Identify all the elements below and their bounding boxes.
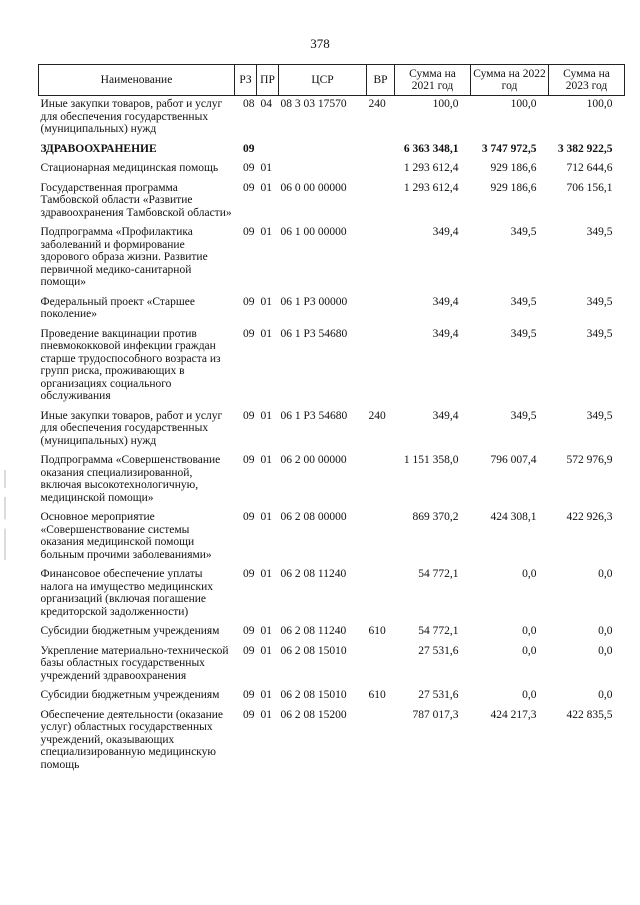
cell-pr: 01 [260, 625, 272, 637]
cell-sum-2022: 929 186,6 [490, 162, 537, 174]
cell-csr: 06 1 P3 54680 [280, 409, 348, 422]
table-row [39, 687, 625, 707]
cell-pr: 04 [260, 98, 272, 110]
cell-sum-2022: 0,0 [522, 625, 537, 637]
cell-csr [279, 141, 367, 161]
cell-sum-2023: 0,0 [598, 625, 613, 637]
header-name: Наименование [39, 65, 235, 96]
cell-name: Государственная программа Тамбовской области «Развитие здравоохранения Тамбовской области» [40, 181, 232, 219]
cell-pr: 01 [260, 295, 272, 308]
cell-sum-2022: 3 747 972,5 [481, 142, 537, 155]
table-row [39, 96, 625, 141]
cell-name: Иные закупки товаров, работ и услуг для обеспечения государственных (муниципальных) нужд [40, 409, 223, 447]
cell-sum-2021: 27 531,6 [418, 689, 459, 701]
cell-csr: 06 0 00 00000 [280, 181, 347, 194]
cell-vr [367, 509, 395, 566]
cell-name: Проведение вакцинации против пневмококковой инфекции граждан старше трудоспособного возраста из групп риска, проживающих в организациях социального обслуживания [40, 327, 221, 402]
cell-csr: 06 2 08 00000 [280, 511, 347, 523]
cell-name: Стационарная медицинская помощь [40, 162, 219, 174]
cell-name: Подпрограмма «Совершенствование оказания специализированной, включая высокотехнологичную, медицинской помощи» [40, 454, 221, 504]
cell-pr: 01 [260, 708, 272, 721]
cell-sum-2021: 349,4 [432, 295, 459, 308]
cell-sum-2021: 54 772,1 [418, 625, 459, 637]
cell-pr: 01 [260, 644, 272, 657]
table-row [39, 294, 625, 326]
cell-sum-2023: 349,5 [586, 226, 613, 238]
header-sum-2023: Сумма на 2023 год [549, 65, 625, 96]
cell-csr: 06 2 08 11240 [280, 625, 347, 637]
cell-rz: 09 [243, 625, 255, 637]
cell-sum-2023: 0,0 [598, 689, 613, 701]
cell-rz: 09 [243, 295, 255, 308]
cell-rz: 09 [243, 644, 255, 657]
cell-vr [367, 643, 395, 688]
cell-name: Субсидии бюджетным учреждениям [40, 625, 220, 637]
table-row [39, 566, 625, 623]
table-row [39, 180, 625, 225]
cell-vr [367, 566, 395, 623]
cell-sum-2022: 796 007,4 [490, 454, 537, 466]
cell-pr: 01 [260, 568, 272, 580]
cell-rz: 09 [243, 689, 255, 701]
cell-name: Субсидии бюджетным учреждениям [40, 689, 220, 701]
cell-sum-2022: 424 308,1 [490, 511, 537, 523]
cell-sum-2023: 422 926,3 [566, 511, 613, 523]
cell-pr [257, 141, 279, 161]
cell-sum-2022: 349,5 [510, 295, 537, 308]
cell-csr [279, 160, 367, 180]
cell-name: Обеспечение деятельности (оказание услуг) областных государственных учреждений, оказывающих специализированную медицинскую помощь [40, 708, 224, 771]
cell-vr: 610 [368, 625, 386, 637]
table-row [39, 643, 625, 688]
cell-name: Иные закупки товаров, работ и услуг для обеспечения государственных (муниципальных) нужд [40, 98, 223, 135]
cell-name: ЗДРАВООХРАНЕНИЕ [40, 142, 157, 155]
cell-csr: 06 1 P3 00000 [280, 295, 348, 308]
cell-sum-2021: 54 772,1 [418, 568, 459, 580]
cell-sum-2023: 422 835,5 [566, 708, 613, 721]
cell-rz: 09 [243, 511, 255, 523]
cell-pr: 01 [260, 226, 272, 238]
cell-sum-2023: 712 644,6 [566, 162, 613, 174]
cell-sum-2022: 100,0 [510, 98, 537, 110]
cell-sum-2023: 349,5 [586, 409, 613, 422]
cell-rz: 09 [243, 226, 255, 238]
cell-csr: 08 3 03 17570 [280, 98, 347, 110]
cell-sum-2023: 706 156,1 [566, 181, 613, 194]
cell-sum-2021: 349,4 [432, 327, 459, 340]
cell-rz: 09 [243, 454, 255, 466]
table-row [39, 452, 625, 509]
cell-sum-2023: 0,0 [598, 644, 613, 657]
cell-sum-2021: 1 293 612,4 [403, 181, 459, 194]
cell-sum-2021: 6 363 348,1 [403, 142, 459, 155]
table-body [39, 96, 625, 777]
cell-sum-2022: 0,0 [522, 689, 537, 701]
cell-sum-2022: 929 186,6 [490, 181, 537, 194]
table-row [39, 160, 625, 180]
cell-rz: 09 [243, 409, 255, 422]
cell-name: Финансовое обеспечение уплаты налога на имущество медицинских организаций (включая погашение кредиторской задолженности) [40, 568, 214, 618]
cell-sum-2021: 349,4 [432, 226, 459, 238]
cell-csr: 06 2 08 11240 [280, 568, 347, 580]
header-sum-2021: Сумма на 2021 год [395, 65, 471, 96]
cell-vr [367, 294, 395, 326]
cell-csr: 06 2 00 00000 [280, 454, 347, 466]
cell-pr: 01 [260, 511, 272, 523]
cell-name: Подпрограмма «Профилактика заболеваний и формирование здорового образа жизни. Развитие первичной медико-санитарной помощи» [40, 226, 208, 288]
cell-rz: 09 [243, 327, 255, 340]
cell-rz: 09 [243, 181, 255, 194]
cell-pr: 01 [260, 454, 272, 466]
cell-name: Основное мероприятие «Совершенствование системы оказания медицинской помощи больным прочими заболеваниями» [40, 511, 212, 561]
cell-csr: 06 2 08 15010 [280, 644, 347, 657]
cell-sum-2023: 0,0 [598, 568, 613, 580]
cell-vr: 240 [368, 98, 386, 110]
table-row [39, 326, 625, 408]
cell-vr [367, 224, 395, 294]
cell-sum-2023: 100,0 [586, 98, 613, 110]
header-row [39, 65, 625, 96]
cell-sum-2021: 100,0 [432, 98, 459, 110]
cell-sum-2023: 349,5 [586, 327, 613, 340]
cell-vr [367, 141, 395, 161]
header-rz: РЗ [235, 65, 257, 96]
cell-rz: 09 [243, 162, 255, 174]
cell-csr: 06 1 P3 54680 [280, 327, 348, 340]
cell-rz: 09 [243, 708, 255, 721]
cell-rz: 09 [243, 568, 255, 580]
header-pr: ПР [257, 65, 279, 96]
table-row [39, 224, 625, 294]
cell-rz: 08 [243, 98, 255, 110]
cell-sum-2021: 27 531,6 [418, 644, 459, 657]
cell-name: Укрепление материально-технической базы областных государственных учреждений здравоохранения [40, 644, 229, 682]
cell-vr: 240 [368, 409, 386, 422]
cell-vr [367, 160, 395, 180]
cell-sum-2022: 0,0 [522, 644, 537, 657]
page-number: 378 [310, 36, 330, 51]
cell-csr: 06 2 08 15200 [280, 708, 347, 721]
table-row [39, 509, 625, 566]
cell-sum-2022: 0,0 [522, 568, 537, 580]
cell-sum-2021: 787 017,3 [412, 708, 459, 721]
cell-sum-2023: 3 382 922,5 [557, 142, 613, 155]
cell-pr: 01 [260, 689, 272, 701]
table-row [39, 623, 625, 643]
cell-sum-2022: 349,5 [510, 327, 537, 340]
cell-pr: 01 [260, 181, 272, 194]
cell-sum-2021: 869 370,2 [412, 511, 459, 523]
table-row [39, 408, 625, 453]
header-sum-2022: Сумма на 2022 год [471, 65, 549, 96]
cell-sum-2021: 1 151 358,0 [403, 454, 459, 466]
cell-sum-2021: 1 293 612,4 [403, 162, 459, 174]
cell-vr [367, 180, 395, 225]
cell-sum-2023: 572 976,9 [566, 454, 613, 466]
cell-sum-2022: 349,5 [510, 409, 537, 422]
budget-table [38, 64, 625, 776]
header-vr: ВР [367, 65, 395, 96]
cell-name: Федеральный проект «Старшее поколение» [40, 295, 195, 320]
cell-sum-2021: 349,4 [432, 409, 459, 422]
table-row [39, 141, 625, 161]
cell-pr: 01 [260, 409, 272, 422]
cell-sum-2023: 349,5 [586, 295, 613, 308]
table-row [39, 707, 625, 777]
cell-pr: 01 [260, 162, 272, 174]
cell-vr [367, 326, 395, 408]
cell-csr: 06 1 00 00000 [280, 226, 347, 238]
cell-rz: 09 [243, 142, 255, 155]
cell-pr: 01 [260, 327, 272, 340]
header-csr: ЦСР [279, 65, 367, 96]
cell-vr [367, 452, 395, 509]
cell-vr: 610 [368, 689, 386, 701]
cell-csr: 06 2 08 15010 [280, 689, 347, 701]
cell-sum-2022: 424 217,3 [490, 708, 537, 721]
margin-mark [4, 470, 6, 560]
cell-vr [367, 707, 395, 777]
cell-sum-2022: 349,5 [510, 226, 537, 238]
